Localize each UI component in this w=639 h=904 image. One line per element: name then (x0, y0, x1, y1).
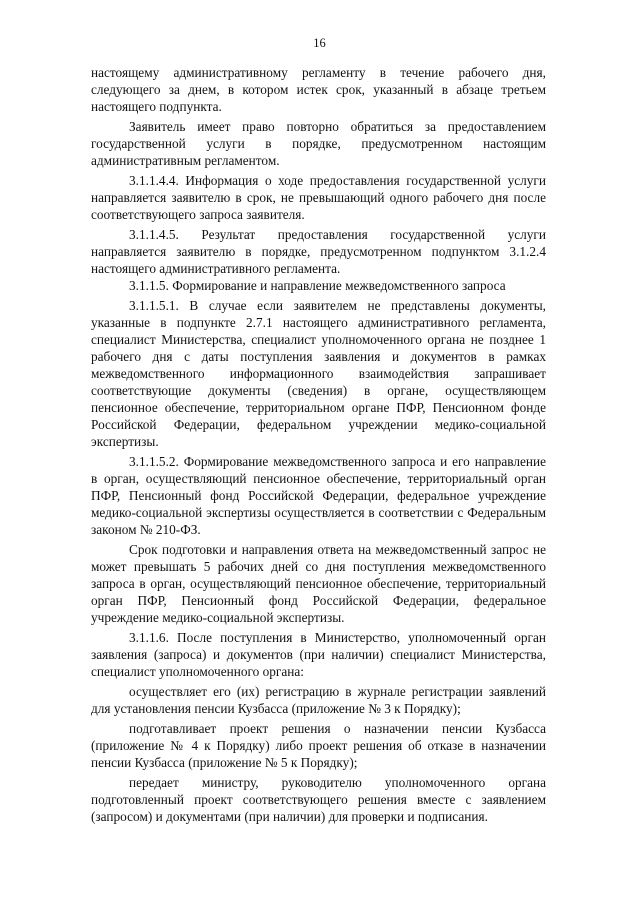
list-item-draft-decision: подготавливает проект решения о назначении пенсии Кузбасса (приложение № 4 к Порядку) либо проект решения об отказе в назначении пенсии Кузбасса (приложение № 5 к Порядку); (91, 721, 546, 770)
paragraph-3-1-1-5-heading: 3.1.1.5. Формирование и направление межведомственного запроса (129, 278, 506, 293)
page-number: 16 (313, 36, 326, 50)
document-body (91, 64, 546, 825)
list-item-registration: осуществляет его (их) регистрацию в журнале регистрации заявлений для установления пенсии Кузбасса (приложение № 3 к Порядку); (91, 684, 546, 716)
paragraph-3-1-1-4-4: 3.1.1.4.4. Информация о ходе предоставления государственной услуги направляется заявителю в срок, не превышающий одного рабочего дня после соответствующего запроса заявителя. (91, 173, 546, 222)
paragraph-continuation: настоящему административному регламенту в течение рабочего дня, следующего за днем, в котором истек срок, указанный в абзаце третьем настоящего подпункта. (91, 65, 546, 114)
paragraph-3-1-1-5-1: 3.1.1.5.1. В случае если заявителем не представлены документы, указанные в подпункте 2.7.1 настоящего административного регламента, специалист Министерства, специалист уполномоченного органа не позднее 1 рабочего дня с даты поступления заявления и документов в рамках межведомственного информационного взаимодействия запрашивает соответствующие документы (сведения) в органе, осуществляющем пенсионное обеспечение, территориальном органе ПФР, Пенсионном фонде Российской Федерации, федеральном учреждении медико-социальной экспертизы. (91, 298, 546, 449)
paragraph-3-1-1-4-5: 3.1.1.4.5. Результат предоставления государственной услуги направляется заявителю в порядке, предусмотренном подпунктом 3.1.2.4 настоящего административного регламента. (91, 227, 546, 276)
paragraph-response-deadline: Срок подготовки и направления ответа на межведомственный запрос не может превышать 5 рабочих дней со дня поступления межведомственного запроса в орган, осуществляющий пенсионное обеспечение, территориальный орган ПФР, Пенсионный фонд Российской Федерации, федеральное учреждение медико-социальной экспертизы. (91, 542, 546, 625)
paragraph-3-1-1-5-2: 3.1.1.5.2. Формирование межведомственного запроса и его направление в орган, осуществляющий пенсионное обеспечение, территориальный орган ПФР, Пенсионный фонд Российской Федерации, федеральное учреждение медико-социальной экспертизы осуществляется в соответствии с Федеральным законом № 210-ФЗ. (91, 454, 546, 537)
list-item-transfer: передает министру, руководителю уполномоченного органа подготовленный проект соответствующего решения вместе с заявлением (запросом) и документами (при наличии) для проверки и подписания. (91, 775, 546, 824)
paragraph-repeat-request: Заявитель имеет право повторно обратиться за предоставлением государственной услуги в порядке, предусмотренном настоящим административным регламентом. (91, 119, 546, 168)
paragraph-3-1-1-6: 3.1.1.6. После поступления в Министерство, уполномоченный орган заявления (запроса) и документов (при наличии) специалист Министерства, специалист уполномоченного органа: (91, 630, 546, 679)
